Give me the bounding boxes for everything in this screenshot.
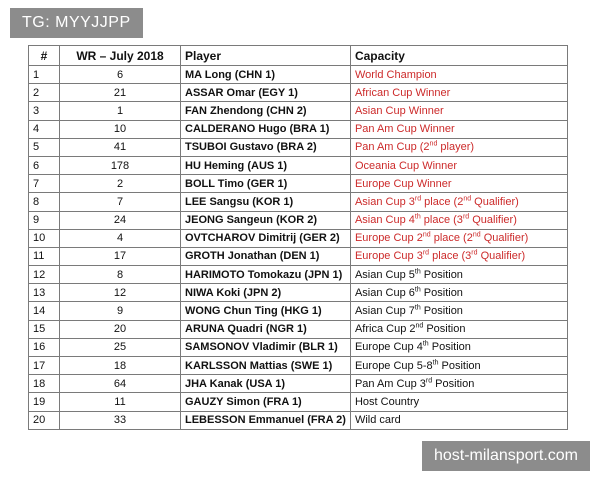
- header-player: Player: [181, 46, 351, 66]
- table-row: [29, 320, 568, 338]
- row-capacity: African Cup Winner: [350, 84, 567, 102]
- ordinal-suffix: nd: [463, 195, 472, 203]
- header-capacity: Capacity: [350, 46, 567, 66]
- row-capacity: Europe Cup Winner: [350, 175, 567, 193]
- row-world-ranking: 64: [60, 375, 181, 393]
- row-player: HU Heming (AUS 1): [181, 156, 351, 174]
- table-row: [29, 266, 568, 284]
- row-world-ranking: 18: [60, 357, 181, 375]
- row-number: 10: [29, 229, 60, 247]
- row-player: LEBESSON Emmanuel (FRA 2): [181, 411, 351, 429]
- row-number: 7: [29, 175, 60, 193]
- row-capacity: Asian Cup 4th place (3rd Qualifier): [350, 211, 567, 229]
- row-capacity: Oceania Cup Winner: [350, 156, 567, 174]
- row-player: NIWA Koki (JPN 2): [181, 284, 351, 302]
- row-capacity: Europe Cup 2nd place (2nd Qualifier): [350, 229, 567, 247]
- table-row: [29, 393, 568, 411]
- row-player: LEE Sangsu (KOR 1): [181, 193, 351, 211]
- row-world-ranking: 9: [60, 302, 181, 320]
- row-number: 20: [29, 411, 60, 429]
- row-player: ASSAR Omar (EGY 1): [181, 84, 351, 102]
- table-row: [29, 229, 568, 247]
- ordinal-suffix: rd: [425, 377, 433, 385]
- ordinal-suffix: rd: [422, 249, 430, 257]
- row-world-ranking: 1: [60, 102, 181, 120]
- table-row: [29, 156, 568, 174]
- row-capacity: Pan Am Cup 3rd Position: [350, 375, 567, 393]
- row-capacity: Africa Cup 2nd Position: [350, 320, 567, 338]
- row-player: CALDERANO Hugo (BRA 1): [181, 120, 351, 138]
- ordinal-suffix: rd: [462, 213, 470, 221]
- row-capacity: Asian Cup 6th Position: [350, 284, 567, 302]
- row-number: 6: [29, 156, 60, 174]
- row-player: KARLSSON Mattias (SWE 1): [181, 357, 351, 375]
- row-world-ranking: 10: [60, 120, 181, 138]
- row-player: MA Long (CHN 1): [181, 66, 351, 84]
- row-world-ranking: 41: [60, 138, 181, 156]
- row-player: OVTCHAROV Dimitrij (GER 2): [181, 229, 351, 247]
- channel-tag: TG: MYYJJPP: [10, 8, 143, 38]
- row-player: GROTH Jonathan (DEN 1): [181, 247, 351, 265]
- site-watermark: host-milansport.com: [422, 441, 590, 471]
- row-number: 17: [29, 357, 60, 375]
- row-capacity: Europe Cup 4th Position: [350, 338, 567, 356]
- row-capacity: World Champion: [350, 66, 567, 84]
- table-row: [29, 247, 568, 265]
- row-world-ranking: 25: [60, 338, 181, 356]
- row-player: WONG Chun Ting (HKG 1): [181, 302, 351, 320]
- row-number: 3: [29, 102, 60, 120]
- row-number: 1: [29, 66, 60, 84]
- row-player: JEONG Sangeun (KOR 2): [181, 211, 351, 229]
- ordinal-suffix: th: [414, 286, 421, 294]
- ordinal-suffix: th: [432, 358, 439, 366]
- table-row: [29, 102, 568, 120]
- ordinal-suffix: rd: [471, 249, 478, 257]
- table-row: [29, 175, 568, 193]
- table-row: [29, 138, 568, 156]
- row-capacity: Asian Cup 7th Position: [350, 302, 567, 320]
- row-world-ranking: 7: [60, 193, 181, 211]
- ordinal-suffix: nd: [429, 140, 438, 148]
- header-world-ranking: WR – July 2018: [60, 46, 181, 66]
- row-player: GAUZY Simon (FRA 1): [181, 393, 351, 411]
- row-player: TSUBOI Gustavo (BRA 2): [181, 138, 351, 156]
- row-world-ranking: 11: [60, 393, 181, 411]
- table-row: [29, 357, 568, 375]
- row-world-ranking: 6: [60, 66, 181, 84]
- ordinal-suffix: nd: [472, 231, 481, 239]
- row-number: 15: [29, 320, 60, 338]
- table-row: [29, 84, 568, 102]
- row-capacity: Pan Am Cup (2nd player): [350, 138, 567, 156]
- row-player: HARIMOTO Tomokazu (JPN 1): [181, 266, 351, 284]
- row-world-ranking: 12: [60, 284, 181, 302]
- table-header-row: [29, 46, 568, 66]
- ordinal-suffix: nd: [422, 231, 431, 239]
- ordinal-suffix: th: [422, 340, 429, 348]
- row-world-ranking: 20: [60, 320, 181, 338]
- table-row: [29, 211, 568, 229]
- row-number: 9: [29, 211, 60, 229]
- row-player: SAMSONOV Vladimir (BLR 1): [181, 338, 351, 356]
- ordinal-suffix: th: [414, 213, 421, 221]
- row-number: 19: [29, 393, 60, 411]
- row-capacity: Pan Am Cup Winner: [350, 120, 567, 138]
- row-number: 18: [29, 375, 60, 393]
- row-world-ranking: 21: [60, 84, 181, 102]
- row-player: BOLL Timo (GER 1): [181, 175, 351, 193]
- row-world-ranking: 17: [60, 247, 181, 265]
- row-number: 13: [29, 284, 60, 302]
- table-row: [29, 302, 568, 320]
- row-player: FAN Zhendong (CHN 2): [181, 102, 351, 120]
- row-capacity: Host Country: [350, 393, 567, 411]
- row-capacity: Asian Cup 3rd place (2nd Qualifier): [350, 193, 567, 211]
- row-capacity: Europe Cup 5-8th Position: [350, 357, 567, 375]
- row-world-ranking: 24: [60, 211, 181, 229]
- row-number: 11: [29, 247, 60, 265]
- row-world-ranking: 4: [60, 229, 181, 247]
- table-row: [29, 338, 568, 356]
- table-row: [29, 375, 568, 393]
- table-row: [29, 411, 568, 429]
- row-player: ARUNA Quadri (NGR 1): [181, 320, 351, 338]
- row-world-ranking: 8: [60, 266, 181, 284]
- table-row: [29, 193, 568, 211]
- row-capacity: Asian Cup 5th Position: [350, 266, 567, 284]
- qualifiers-table: [28, 45, 568, 430]
- row-number: 12: [29, 266, 60, 284]
- row-player: JHA Kanak (USA 1): [181, 375, 351, 393]
- row-number: 5: [29, 138, 60, 156]
- row-capacity: Europe Cup 3rd place (3rd Qualifier): [350, 247, 567, 265]
- ordinal-suffix: th: [414, 268, 421, 275]
- row-world-ranking: 33: [60, 411, 181, 429]
- table-row: [29, 284, 568, 302]
- row-world-ranking: 178: [60, 156, 181, 174]
- ordinal-suffix: rd: [414, 195, 422, 203]
- row-world-ranking: 2: [60, 175, 181, 193]
- ordinal-suffix: nd: [415, 322, 424, 330]
- row-capacity: Asian Cup Winner: [350, 102, 567, 120]
- row-capacity: Wild card: [350, 411, 567, 429]
- row-number: 16: [29, 338, 60, 356]
- row-number: 2: [29, 84, 60, 102]
- ordinal-suffix: th: [414, 304, 421, 312]
- table-row: [29, 120, 568, 138]
- row-number: 14: [29, 302, 60, 320]
- row-number: 8: [29, 193, 60, 211]
- table-row: [29, 66, 568, 84]
- header-number: #: [29, 46, 60, 66]
- row-number: 4: [29, 120, 60, 138]
